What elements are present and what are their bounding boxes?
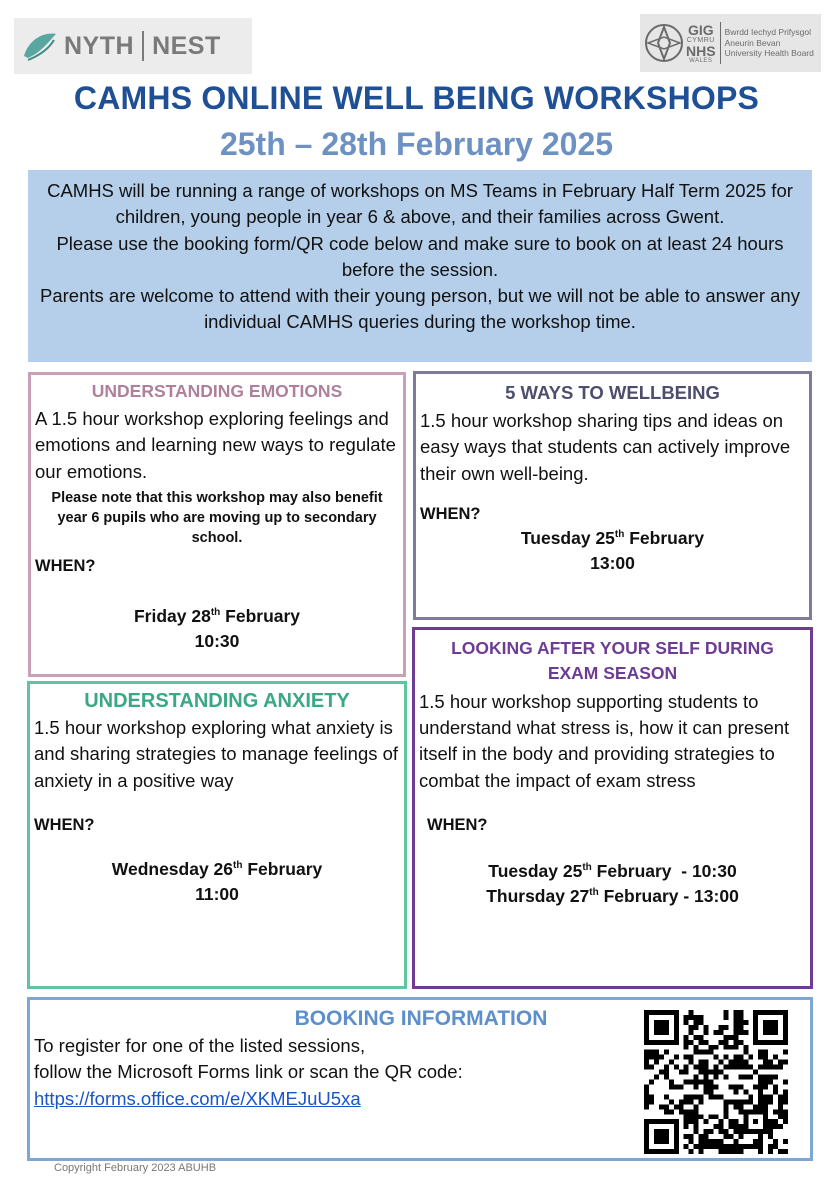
nest-leaf-icon	[20, 26, 60, 66]
date-suffix: th	[210, 606, 221, 618]
workshop-card-wellbeing	[413, 371, 812, 620]
nhs-wales-logo	[640, 14, 821, 72]
workshop-description: 1.5 hour workshop exploring what anxiety is and sharing strategies to manage feelings of anxiety in a positive way	[34, 717, 399, 791]
workshop-time: 10:30	[194, 631, 240, 652]
date-day: Wednesday 26	[111, 858, 234, 879]
workshop-title: UNDERSTANDING EMOTIONS	[91, 381, 343, 401]
workshop-card-emotions	[28, 372, 406, 677]
wales-label: WALES	[689, 57, 713, 64]
booking-title: BOOKING INFORMATION	[294, 1007, 548, 1030]
date-month: February	[242, 858, 323, 879]
nhs-label: NHS	[686, 42, 716, 59]
cymru-label: CYMRU	[686, 36, 715, 44]
workshop-date	[34, 857, 400, 908]
intro-paragraph-2: Please use the booking form/QR code below and make sure to book on at least 24 hours before the session.	[56, 232, 784, 280]
health-board-emblem-icon	[644, 23, 684, 63]
page-title: CAMHS ONLINE WELL BEING WORKSHOPS	[73, 80, 760, 116]
logo-divider	[142, 31, 144, 61]
page-subtitle: 25th – 28th February 2025	[219, 126, 614, 162]
workshop-card-anxiety	[27, 681, 407, 989]
workshop-card-exam-season	[412, 627, 813, 989]
session-1-day: Tuesday 25	[488, 860, 583, 881]
workshop-time: 11:00	[195, 884, 239, 905]
when-label: WHEN?	[35, 556, 96, 575]
workshop-title: UNDERSTANDING ANXIETY	[84, 690, 350, 712]
session-1-suffix: th	[582, 861, 592, 873]
workshop-dates	[419, 859, 806, 910]
date-suffix: th	[233, 859, 243, 871]
session-1-time: February - 10:30	[591, 860, 737, 881]
session-2-time: February - 13:00	[598, 886, 739, 907]
workshop-title-line-1: LOOKING AFTER YOUR SELF DURING	[451, 638, 774, 658]
intro-box	[28, 170, 812, 362]
intro-paragraph-3: Parents are welcome to attend with their young person, but we will not be able to answer any individual CAMHS queries during the workshop time.	[40, 285, 800, 333]
nhs-wordmark	[686, 23, 716, 64]
date-month: February	[220, 605, 301, 626]
qr-code-icon[interactable]	[644, 1010, 788, 1154]
board-line-2: Aneurin Bevan	[724, 37, 781, 48]
workshop-title	[419, 636, 806, 687]
booking-line-2: follow the Microsoft Forms link or scan the QR code:	[34, 1061, 463, 1083]
when-label: WHEN?	[427, 815, 488, 834]
logo-word-nyth: NYTH	[64, 31, 135, 60]
workshop-description: 1.5 hour workshop supporting students to understand what stress is, how it can present itself in the body and providing strategies to combat the impact of exam stress	[419, 690, 790, 791]
logo-divider-right	[720, 22, 721, 64]
when-label: WHEN?	[420, 504, 481, 523]
workshop-date	[420, 526, 805, 577]
nyth-nest-logo	[14, 18, 252, 74]
workshop-note: Please note that this workshop may also benefit year 6 pupils who are moving up to secondary school.	[51, 489, 383, 547]
board-line-1: Bwrdd Iechyd Prifysgol	[724, 27, 812, 38]
workshop-title: 5 WAYS TO WELLBEING	[505, 382, 720, 403]
intro-paragraph-1: CAMHS will be running a range of workshops on MS Teams in February Half Term 2025 for children, young people in year 6 & above, and their families across Gwent.	[47, 180, 793, 228]
date-month: February	[624, 527, 705, 548]
health-board-name	[725, 27, 814, 59]
date-day: Friday 28	[133, 605, 211, 626]
date-suffix: th	[614, 528, 625, 540]
gig-label: GIG	[687, 21, 714, 38]
session-2-day: Thursday 27	[486, 886, 590, 907]
booking-form-link[interactable]: https://forms.office.com/e/XKMEJuU5xa	[34, 1087, 361, 1109]
logo-word-nest: NEST	[152, 31, 221, 60]
when-label: WHEN?	[34, 815, 95, 834]
workshop-time: 13:00	[590, 553, 635, 574]
workshop-description: 1.5 hour workshop sharing tips and ideas on easy ways that students can actively improve their own well-being.	[420, 410, 791, 484]
board-line-3: University Health Board	[724, 48, 814, 59]
booking-info-card	[27, 997, 813, 1161]
workshop-description: A 1.5 hour workshop exploring feelings and emotions and learning new ways to regulate our emotions.	[35, 408, 396, 482]
copyright-notice: Copyright February 2023 ABUHB	[54, 1162, 217, 1174]
date-day: Tuesday 25	[520, 527, 615, 548]
session-2-suffix: th	[589, 887, 599, 899]
booking-line-1: To register for one of the listed sessions,	[34, 1035, 366, 1056]
workshop-title-line-2: EXAM SEASON	[547, 663, 678, 684]
workshop-date	[35, 604, 399, 655]
